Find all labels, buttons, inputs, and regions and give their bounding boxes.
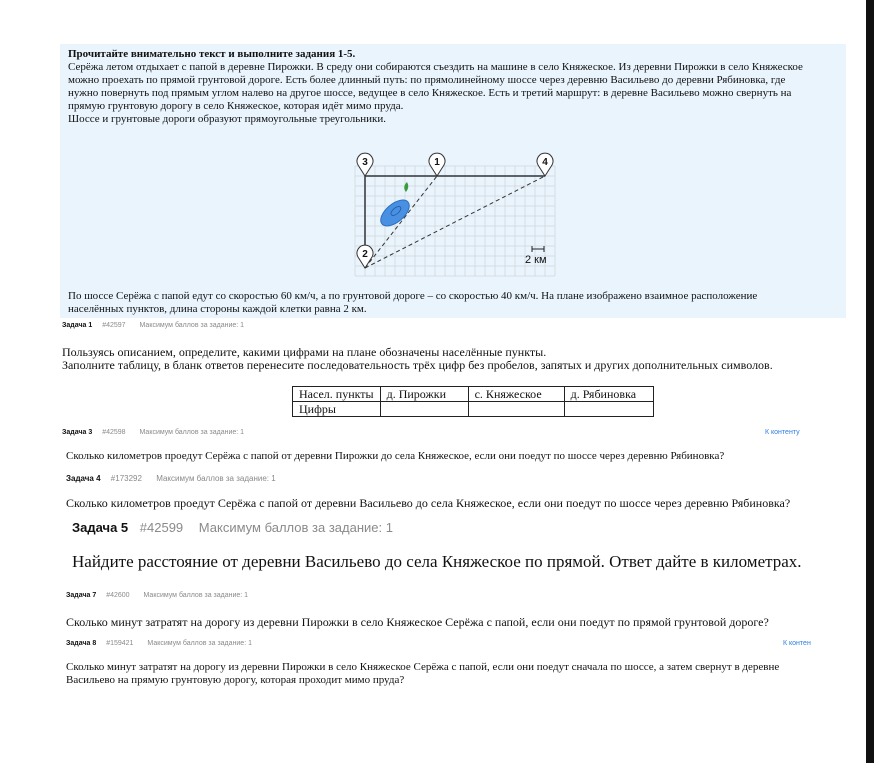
intro-bottom-line: населённых пунктов, длина стороны каждой клетки равна 2 км.: [68, 303, 367, 315]
table-cell: д. Пирожки: [380, 387, 468, 402]
task-max-score: Максимум баллов за задание: 1: [139, 322, 245, 329]
answer-table: [292, 386, 654, 417]
svg-text:3: 3: [362, 157, 368, 168]
task-label: Задача 5: [72, 520, 129, 535]
task-label: Задача 8: [66, 640, 97, 647]
scale-label: 2 км: [525, 254, 547, 266]
task-label: Задача 4: [66, 474, 101, 483]
table-cell: Насел. пункты: [293, 387, 381, 402]
answer-cell-knyazheskoe[interactable]: [468, 402, 564, 417]
task-7-meta: [66, 592, 248, 599]
intro-bottom-line: По шоссе Серёжа с папой едут со скоростью 60 км/ч, а по грунтовой дороге – со скоростью 40 км/ч. На плане изображено взаимное расположение: [68, 290, 758, 302]
task-1-meta: [62, 322, 244, 329]
intro-bottom-text: [68, 290, 840, 316]
table-row: [293, 402, 654, 417]
task-max-score: Максимум баллов за задание: 1: [139, 429, 245, 436]
intro-line: Серёжа летом отдыхает с папой в деревне Пирожки. В среду они собираются съездить на машине в село Княжеское. Из деревни Пирожки в село Княжеское: [68, 61, 803, 73]
to-content-link[interactable]: К контенту: [765, 429, 800, 436]
task-4-meta: [66, 474, 276, 483]
task-id: #159421: [106, 640, 134, 647]
dirt-road-2-1: [365, 176, 437, 268]
task-4-text: Сколько километров проедут Серёжа с папой от деревни Васильево до села Княжеское, если они поедут по шоссе через деревню Рябиновка?: [66, 496, 791, 510]
answer-cell-pirozhki[interactable]: [380, 402, 468, 417]
task-5-meta: [72, 520, 393, 535]
marker-2: [357, 245, 373, 268]
svg-text:2: 2: [362, 249, 368, 260]
page-edge: [866, 0, 874, 763]
svg-text:4: 4: [542, 157, 548, 168]
task-id: #173292: [110, 474, 142, 483]
task-1-text: Пользуясь описанием, определите, какими цифрами на плане обозначены населённые пункты. Заполните таблицу, в бланк ответов перенесите последовательность трёх цифр без пробелов, запятых и других дополнительных символов.: [62, 345, 773, 372]
scale-bar: [532, 246, 544, 252]
task-8-text: Сколько минут затратят на дорогу из деревни Пирожки в село Княжеское Серёжа с папой, если они поедут сначала по шоссе, а затем свернут в деревне Васильево на прямую грунтовую дорогу, которая проходит мимо пруда?: [66, 661, 780, 686]
task-max-score: Максимум баллов за задание: 1: [147, 640, 252, 647]
task-label: Задача 3: [62, 429, 93, 436]
marker-4: [537, 153, 553, 176]
task-7-text: Сколько минут затратят на дорогу из деревни Пирожки в село Княжеское Серёжа с папой, если они поедут по прямой грунтовой дороге?: [66, 615, 769, 629]
marker-3: [357, 153, 373, 176]
task-8-meta: [66, 640, 252, 647]
intro-line: прямую грунтовую дорогу в село Княжеское, которая идёт мимо пруда.: [68, 100, 404, 112]
table-cell: Цифры: [293, 402, 381, 417]
svg-text:1: 1: [434, 157, 440, 168]
task-id: #42598: [102, 429, 126, 436]
task-3-meta: [62, 429, 244, 436]
marker-1: [429, 153, 445, 176]
task-3-text: Сколько километров проедут Серёжа с папой от деревни Пирожки до села Княжеское, если они поедут по шоссе через деревню Рябиновка?: [66, 450, 725, 462]
intro-line: можно проехать по прямой грунтовой дороге. Есть более длинный путь: по прямолинейному шоссе через деревню Васильево до деревни Рябиновка, где: [68, 74, 786, 86]
intro-text: [68, 48, 840, 126]
task-max-score: Максимум баллов за задание: 1: [156, 474, 276, 483]
table-header-row: [293, 387, 654, 402]
task-5-text: Найдите расстояние от деревни Васильево до села Княжеское по прямой. Ответ дайте в километрах.: [72, 552, 802, 571]
task-id: #42600: [106, 592, 130, 599]
table-cell: с. Княжеское: [468, 387, 564, 402]
intro-heading: Прочитайте внимательно текст и выполните задания 1-5.: [68, 48, 356, 60]
task-id: #42599: [139, 520, 184, 535]
task-label: Задача 1: [62, 322, 93, 329]
intro-line: Шоссе и грунтовые дороги образуют прямоугольные треугольники.: [68, 113, 387, 125]
task-label: Задача 7: [66, 592, 97, 599]
task-id: #42597: [102, 322, 126, 329]
task-max-score: Максимум баллов за задание: 1: [198, 520, 393, 535]
table-cell: д. Рябиновка: [564, 387, 653, 402]
village-plan: [345, 146, 575, 281]
answer-cell-ryabinovka[interactable]: [564, 402, 653, 417]
task-max-score: Максимум баллов за задание: 1: [143, 592, 249, 599]
to-content-link[interactable]: К контен: [783, 640, 811, 647]
intro-line: нужно повернуть под прямым углом налево на другое шоссе, ведущее в село Княжеское. Есть и третий маршрут: в деревне Васильево можно свернуть на: [68, 87, 792, 99]
